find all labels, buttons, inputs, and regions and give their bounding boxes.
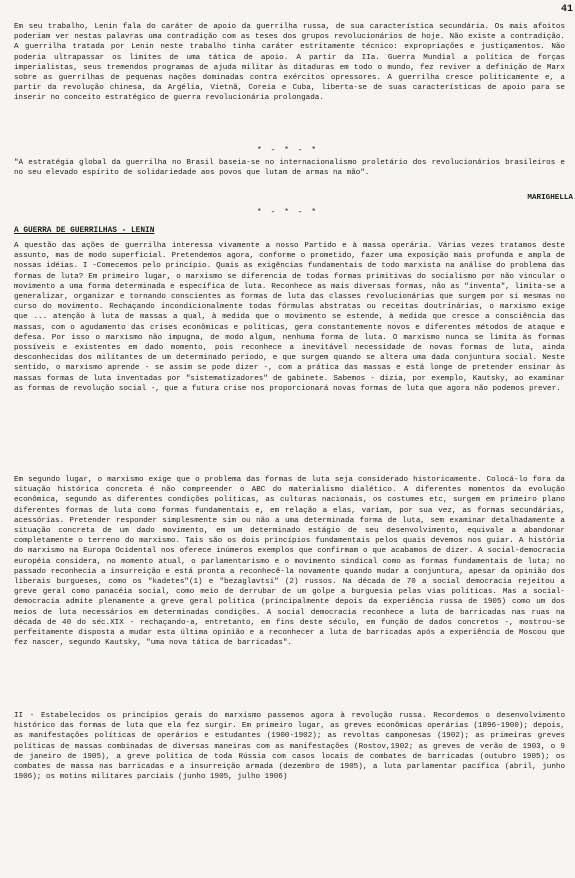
page-number: 41 xyxy=(560,4,573,15)
quote-author: MARIGHELLA xyxy=(527,194,573,202)
section-paragraph-1 xyxy=(14,241,565,394)
section-paragraph-3 xyxy=(14,711,565,782)
paragraph-text-3: II - Estabelecidos os princípios gerais do marxismo passemos agora à revolução russa. Recordemos o desenvolvimento histórico das formas de luta que ela fez surgir. Em primeiro lugar, as greves econômicas operárias (1896-1900); depois, as manifestações políticas de operários e estudantes (1900-1902); as revoltas camponesas (1902); as primeiras greves políticas de massas combinadas de diversas maneiras com as manifestações (Rostov,1902; as greves de verão de 1903, o 9 de janeiro de 1905), a greve política de toda Rússia com casos locais de combates de barricadas (outubro 1905); os combates de massa nas barricadas e a insurreição armada (dezembro de 1905), a luta parlamentar pacífica (abril, junho 1906); os motins militares parciais (junho 1905, julho 1906) xyxy=(14,712,565,782)
section-title: A GUERRA DE GUERRILHAS - LENIN xyxy=(14,227,155,235)
epigraph-quote: "A estratégia global da guerrilha no Brasil baseia-se no internacionalismo proletário dos revolucionários brasileiros e no seu elevado espírito de solidariedade aos povos que lutam de armas na mão". xyxy=(14,159,565,178)
separator-stars: * - * - * xyxy=(256,146,319,155)
intro-text: Em seu trabalho, Lenin fala do caráter de apoio da guerrilha russa, de sua característica secundária. Os mais afoitos poderiam ver nestas palavras uma contradição com as teses dos grupos revolucionários de hoje. Não existe a contradição. A guerrilha tratada por Lenin neste trabalho tinha caráter estritamente técnico: expropriações e justiçamentos. Não poderia ultrapassar os limites de uma tática de apoio. A partir da IIa. Guerra Mundial a política de forças imperialistas, seus tremendos programas de ajuda militar às ditaduras em todo o mundo, fez reviver a definição de Marx sobre as guerrilhas de pequenas nações dominadas contra exércitos opressores. A guerrilha cresce politicamente e, a partir da revolução chinesa, da Argélia, Vietnã, Coreia e Cuba, liberta-se de suas características de apoio para se inserir no conceito estratégico de guerra revolucionária prolongada. xyxy=(14,23,565,103)
section-paragraph-2 xyxy=(14,475,565,648)
separator-stars-2: * - * - * xyxy=(256,208,319,217)
paragraph-text-1: A questão das ações de guerrilha interessa vivamente a nosso Partido e à massa operária. Várias vezes tratamos deste assunto, mas de modo superficial. Pretendemos agora, conforme o prometido, fazer uma exposição mais profunda e ampla de nossas idéias. I -Comecemos pelo princípio. Quais as exigências fundamentais de todo marxista na análise do problema das formas de luta? Em primeiro lugar, o marxismo se diferencia de todas formas primitivas do socialismo por não vincular o movimento a uma forma determinada e específica de luta. Reconhece as mais diversas formas, não as "inventa", limita-se a generalizar, organizar e tornando conscientes as formas de luta das classes revolucionárias que surgem por si mesmas no curso do movimento. Rechaçando incondicionalmente todas fórmulas abstratas ou receitas doutrinárias, o marxismo exige que ... atenção à luta de massas a qual, à medida que o movimento se estende, à medida que cresce a consciência das massas, com o agudamento das crises econômicas e políticas, gera constantemente novos e diferentes métodos de ataque e defesa. Por isso o marxismo não impugna, de modo algum, nenhuma forma de luta. O marxismo nunca se limita às formas possíveis e existentes em dado momento, pois reconhece a inevitável necessidade de novas formas de luta, ainda desconhecidas dos militantes de um determinado período, e que surgem quando se altera uma dada conjuntura social. Neste sentido, o marxismo aprende - se assim se pode dizer -, com a prática das massas e está longe de pretender ensinar às massas formas de luta inventadas por "sistematizadores" de gabinete. Sabemos - dizia, por exemplo, Kautsky, ao examinar as formas de revolução social -, que a futura crise nos proporcionará novas formas de luta que agora não podemos prever. xyxy=(14,242,565,393)
intro-paragraph xyxy=(14,22,565,104)
paragraph-text-2: Em segundo lugar, o marxismo exige que o problema das formas de luta seja considerado historicamente. Colocá-lo fora da situação histórica concreta é não compreender o ABC do materialismo dialético. A diferentes momentos da evolução econômica, segundo as diferentes condições políticas, as culturas nacionais, os costumes etc, surgem em primeiro plano diferentes formas de luta como formas fundamentais e, em relação a elas, variam, por sua vez, as formas secundárias, acessórias. Pretender responder simplesmente sim ou não a uma determinada forma de luta, sem examinar detalhadamente a situação concreta de um dado movimento, em um determinado estágio de seu desenvolvimento, equivale a abandonar completamente o terreno do marxismo. Tais são os dois princípios fundamentais pelos quais devemos nos guiar. A história do marxismo na Europa Ocidental nos oferece inúmeros exemplos que confirmam o que acabamos de dizer. A social-democracia européia considera, no momento atual, o parlamentarismo e o movimento sindical como as formas fundamentais de luta; no passado reconhecia a insurreição e está pronta a reconhecê-la novamente quando mudar a conjuntura, apesar da opinião dos liberais burgueses, como os "kadetes"(1) e "bezaglavtsi" (2) russos. Na década de 70 a social democracia rejeitou a greve geral como panacéia social, como meio de derrubar de um golpe a burguesia pelas vias políticas. Mas a social-democracia admite plenamente a greve geral política (principalmente depois da experiência russa de 1905) como um dos meios de luta necessários em determinadas condições. A social democracia reconhece a luta de barricadas nas ruas na década de 40 do séc.XIX - rechaçando-a, entretanto, em fins deste século, em função de dados concretos -, mostrou-se perfeitamente disposta a mudar esta última opinião e a reconhecer a luta de barricadas após a experiência de Moscou que fez nascer, segundo Kautsky, "uma nova tática de barricadas". xyxy=(14,476,565,648)
